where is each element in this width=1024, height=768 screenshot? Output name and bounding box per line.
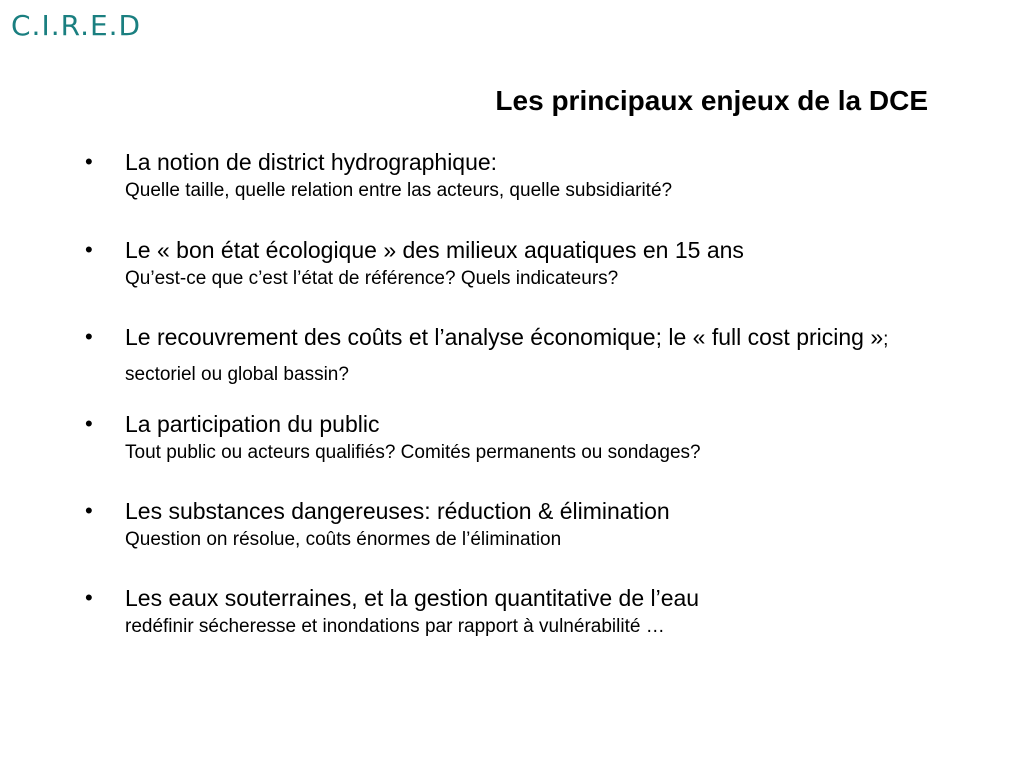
bullet-main-text-tail: ; sectoriel ou global bassin? [125, 329, 889, 385]
cired-logo: C.I.R.E.D [11, 9, 142, 42]
bullet-sub-text: Quelle taille, quelle relation entre las acteurs, quelle subsidiarité? [125, 180, 673, 201]
bullet-sub-text: Question on résolue, coûts énormes de l’élimination [125, 529, 562, 550]
bullet-main-text: Les eaux souterraines, et la gestion quantitative de l’eau [125, 585, 700, 611]
bullet-sub-text: Qu’est-ce que c’est l’état de référence? Quels indicateurs? [125, 268, 619, 289]
bullet-icon: • [85, 324, 93, 349]
bullet-icon: • [85, 237, 93, 262]
slide-title: Les principaux enjeux de la DCE [495, 85, 928, 116]
bullet-item [85, 146, 672, 204]
bullet-main-text: La participation du public [125, 411, 380, 437]
bullet-item [85, 495, 670, 553]
bullet-main-text: La notion de district hydrographique: [125, 149, 498, 175]
bullet-icon: • [85, 149, 93, 174]
bullet-item [85, 408, 701, 466]
bullet-item [85, 321, 915, 391]
bullet-icon: • [85, 498, 93, 523]
bullet-main-text: Les substances dangereuses: réduction & élimination [125, 498, 670, 524]
bullet-item [85, 234, 744, 292]
bullet-icon: • [85, 411, 93, 436]
bullet-main-text: Le « bon état écologique » des milieux aquatiques en 15 ans [125, 237, 744, 263]
bullet-sub-text: redéfinir sécheresse et inondations par rapport à vulnérabilité … [125, 616, 665, 637]
bullet-main-text-head: Le recouvrement des coûts et l’analyse économique; le « full cost pricing » [125, 324, 884, 350]
bullet-main-text [125, 321, 915, 391]
bullet-item [85, 582, 699, 640]
bullet-icon: • [85, 585, 93, 610]
bullet-sub-text: Tout public ou acteurs qualifiés? Comités permanents ou sondages? [125, 442, 701, 463]
